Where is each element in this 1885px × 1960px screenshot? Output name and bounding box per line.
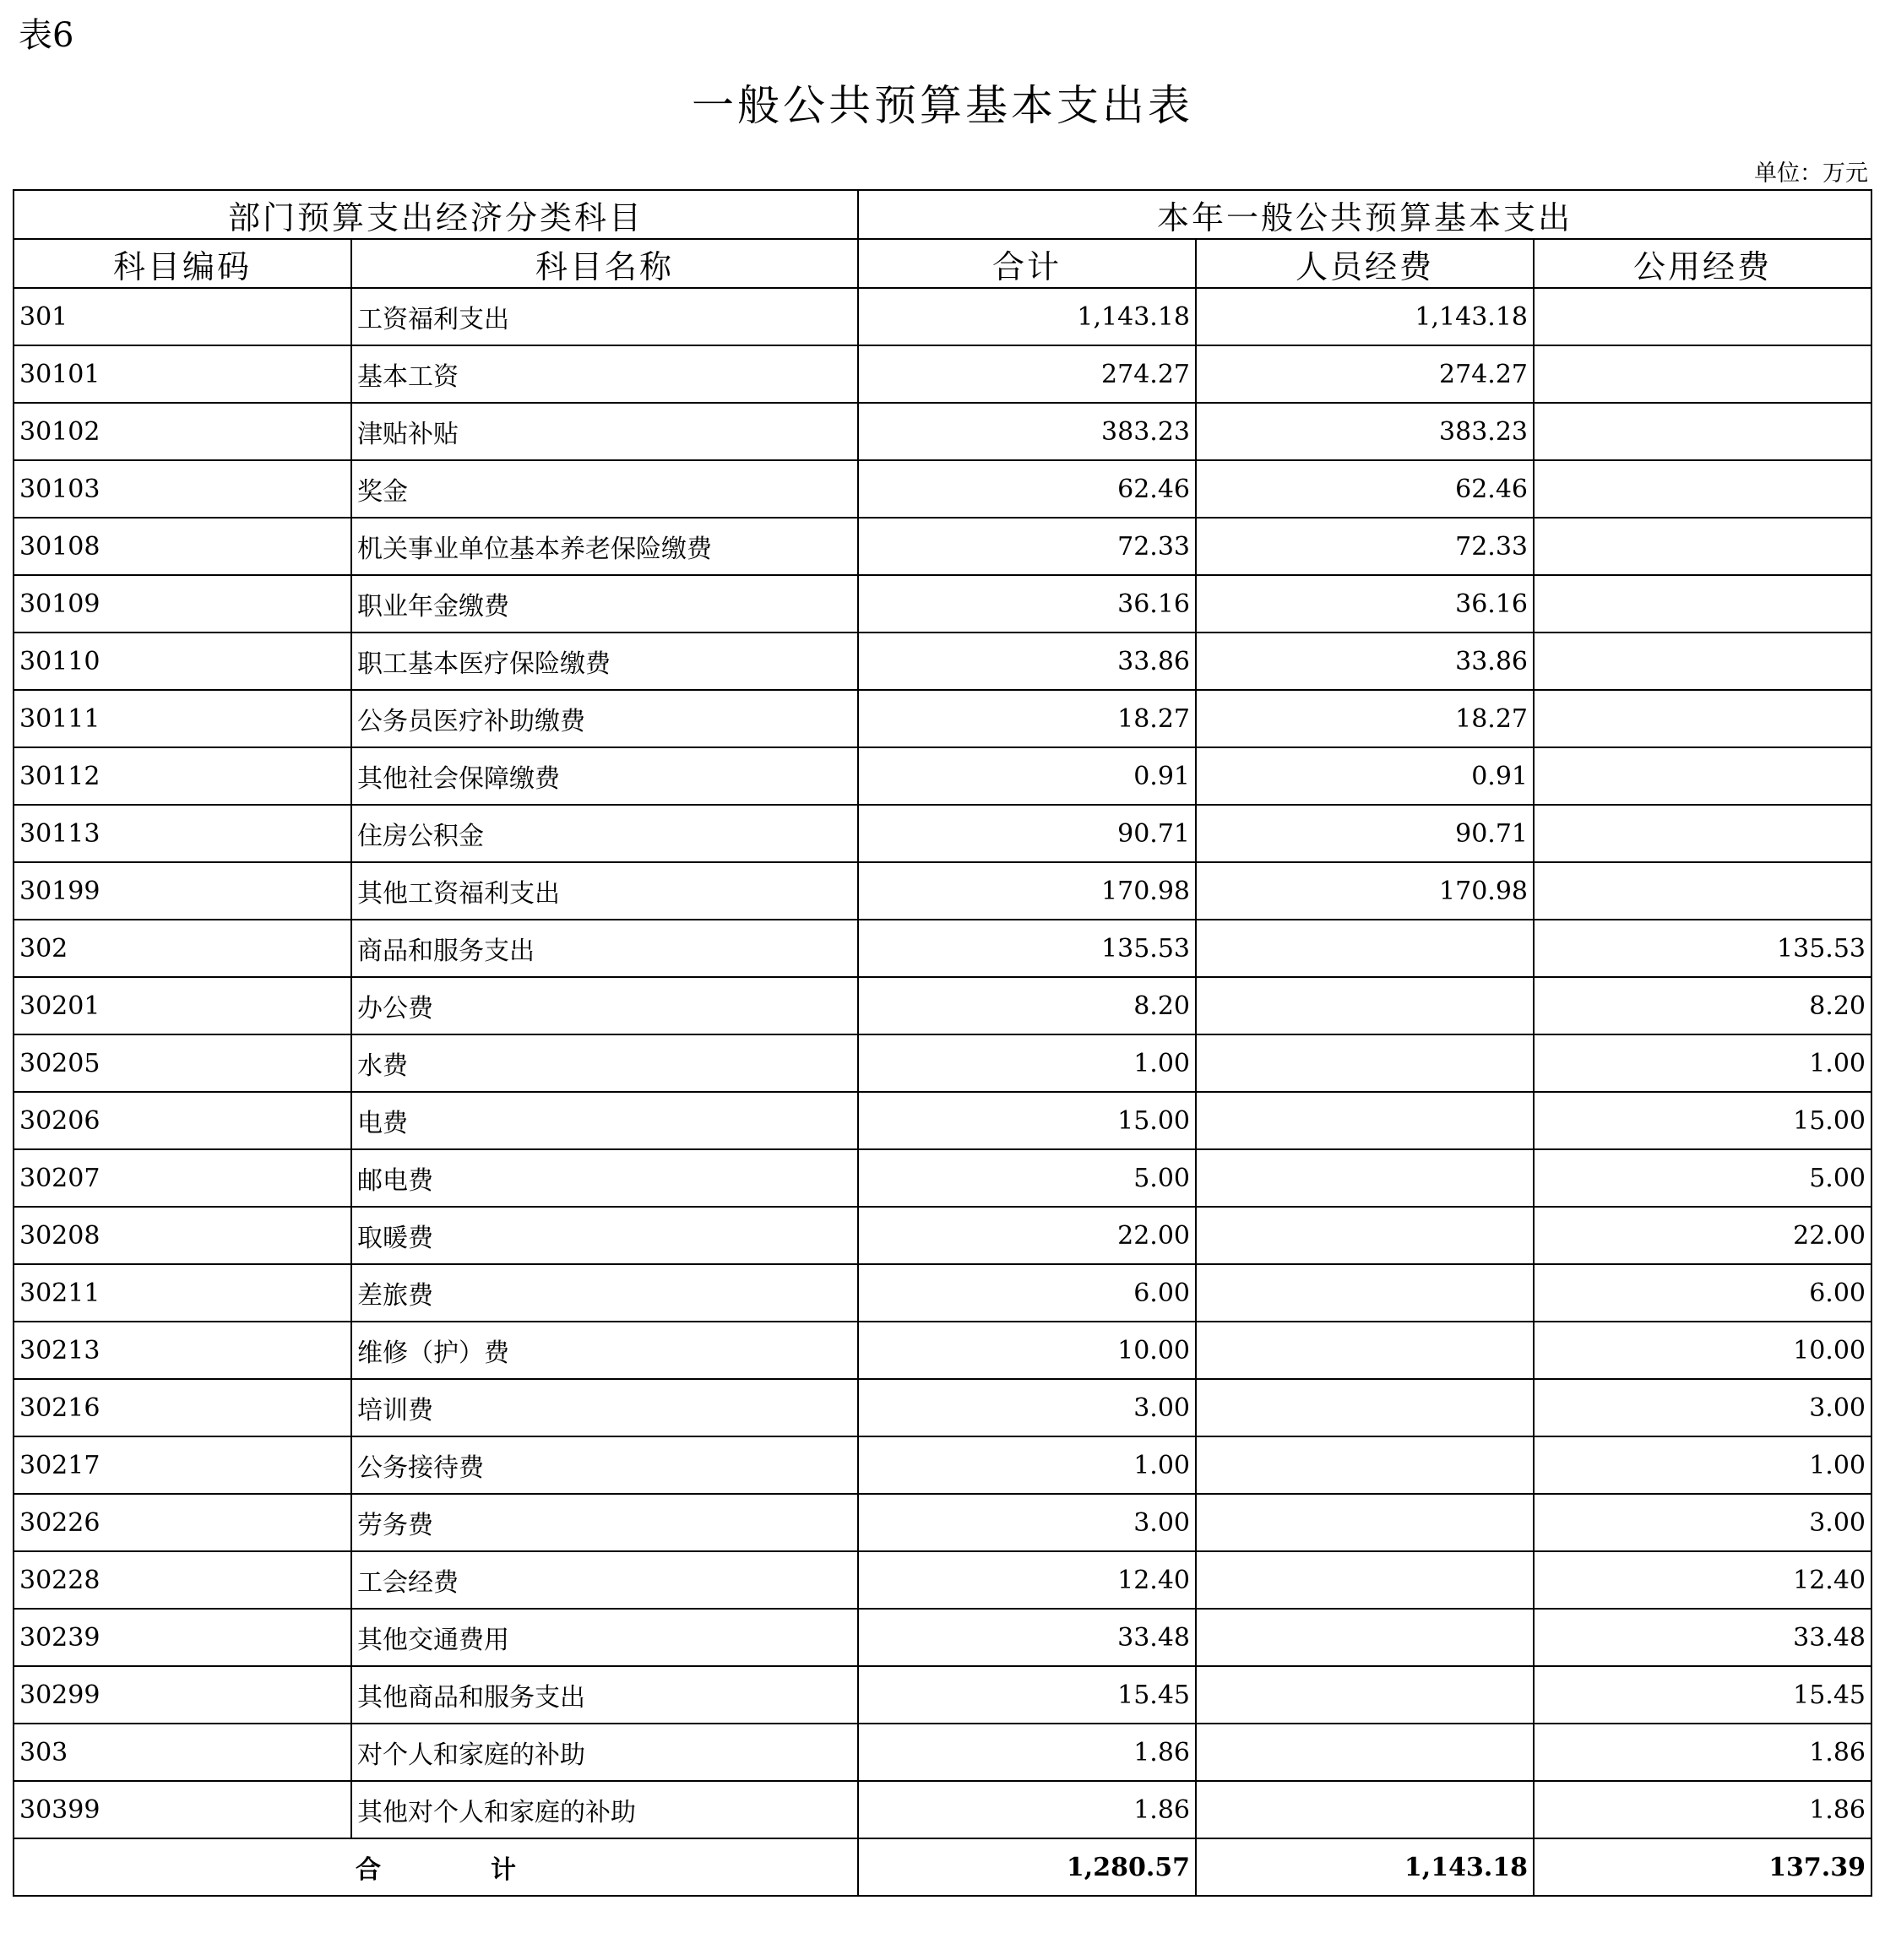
table-row	[14, 1207, 1871, 1264]
header-personnel: 人员经费	[1196, 239, 1534, 288]
table-row	[14, 345, 1871, 403]
header-column-row	[14, 239, 1871, 288]
cell-personnel: 383.23	[1196, 403, 1534, 460]
cell-total: 33.48	[858, 1609, 1196, 1666]
cell-total: 383.23	[858, 403, 1196, 460]
cell-name: 职工基本医疗保险缴费	[351, 633, 858, 690]
cell-personnel	[1196, 1436, 1534, 1494]
cell-personnel	[1196, 1494, 1534, 1551]
cell-public	[1534, 518, 1871, 575]
cell-total: 36.16	[858, 575, 1196, 633]
document-title: 一般公共预算基本支出表	[692, 81, 1193, 130]
cell-code: 30101	[14, 345, 351, 403]
cell-code: 30111	[14, 690, 351, 747]
cell-name: 取暖费	[351, 1207, 858, 1264]
cell-personnel	[1196, 1207, 1534, 1264]
cell-code: 30207	[14, 1149, 351, 1207]
cell-code: 30205	[14, 1034, 351, 1092]
cell-total: 5.00	[858, 1149, 1196, 1207]
cell-total: 33.86	[858, 633, 1196, 690]
cell-personnel	[1196, 1609, 1534, 1666]
cell-public: 5.00	[1534, 1149, 1871, 1207]
cell-total: 3.00	[858, 1379, 1196, 1436]
cell-name: 其他工资福利支出	[351, 862, 858, 920]
budget-table	[13, 189, 1872, 1897]
cell-code: 303	[14, 1724, 351, 1781]
table-row	[14, 690, 1871, 747]
cell-personnel	[1196, 1551, 1534, 1609]
cell-public	[1534, 575, 1871, 633]
cell-personnel: 274.27	[1196, 345, 1534, 403]
cell-public	[1534, 345, 1871, 403]
cell-total: 170.98	[858, 862, 1196, 920]
cell-name: 基本工资	[351, 345, 858, 403]
cell-code: 30213	[14, 1322, 351, 1379]
total-label	[14, 1838, 858, 1896]
header-total: 合计	[858, 239, 1196, 288]
cell-public: 1.86	[1534, 1724, 1871, 1781]
cell-name: 办公费	[351, 977, 858, 1034]
cell-total: 15.00	[858, 1092, 1196, 1149]
cell-total: 1.00	[858, 1436, 1196, 1494]
cell-public: 6.00	[1534, 1264, 1871, 1322]
cell-personnel	[1196, 1666, 1534, 1724]
cell-public	[1534, 805, 1871, 862]
table-row	[14, 805, 1871, 862]
cell-total: 1,143.18	[858, 288, 1196, 345]
cell-public: 33.48	[1534, 1609, 1871, 1666]
table-row	[14, 1379, 1871, 1436]
cell-personnel: 170.98	[1196, 862, 1534, 920]
cell-name: 公务员医疗补助缴费	[351, 690, 858, 747]
cell-name: 工资福利支出	[351, 288, 858, 345]
total-row	[14, 1838, 1871, 1896]
cell-total: 135.53	[858, 920, 1196, 977]
cell-name: 津贴补贴	[351, 403, 858, 460]
cell-personnel	[1196, 1322, 1534, 1379]
cell-total: 18.27	[858, 690, 1196, 747]
cell-total: 0.91	[858, 747, 1196, 805]
cell-name: 公务接待费	[351, 1436, 858, 1494]
cell-personnel	[1196, 1781, 1534, 1838]
cell-personnel: 1,143.18	[1196, 288, 1534, 345]
cell-name: 邮电费	[351, 1149, 858, 1207]
cell-personnel	[1196, 1092, 1534, 1149]
table-row	[14, 575, 1871, 633]
cell-total: 10.00	[858, 1322, 1196, 1379]
table-row	[14, 1092, 1871, 1149]
cell-code: 30226	[14, 1494, 351, 1551]
unit-label: 单位：万元	[1754, 160, 1868, 187]
cell-personnel: 62.46	[1196, 460, 1534, 518]
total-public: 137.39	[1534, 1838, 1871, 1896]
cell-code: 30103	[14, 460, 351, 518]
cell-public	[1534, 862, 1871, 920]
cell-name: 职业年金缴费	[351, 575, 858, 633]
table-row	[14, 977, 1871, 1034]
cell-personnel: 36.16	[1196, 575, 1534, 633]
table-row	[14, 1724, 1871, 1781]
cell-personnel	[1196, 977, 1534, 1034]
total-personnel: 1,143.18	[1196, 1838, 1534, 1896]
cell-total: 15.45	[858, 1666, 1196, 1724]
cell-personnel: 90.71	[1196, 805, 1534, 862]
cell-total: 90.71	[858, 805, 1196, 862]
cell-personnel: 72.33	[1196, 518, 1534, 575]
cell-code: 30109	[14, 575, 351, 633]
cell-code: 30217	[14, 1436, 351, 1494]
cell-personnel	[1196, 920, 1534, 977]
cell-public	[1534, 403, 1871, 460]
cell-total: 22.00	[858, 1207, 1196, 1264]
table-row	[14, 1034, 1871, 1092]
header-group-expenditure: 本年一般公共预算基本支出	[858, 190, 1871, 239]
cell-personnel: 33.86	[1196, 633, 1534, 690]
cell-public: 8.20	[1534, 977, 1871, 1034]
cell-name: 其他交通费用	[351, 1609, 858, 1666]
header-group-classification: 部门预算支出经济分类科目	[14, 190, 858, 239]
cell-code: 302	[14, 920, 351, 977]
cell-code: 30208	[14, 1207, 351, 1264]
table-row	[14, 1436, 1871, 1494]
cell-total: 3.00	[858, 1494, 1196, 1551]
cell-total: 62.46	[858, 460, 1196, 518]
cell-code: 30201	[14, 977, 351, 1034]
table-row	[14, 1609, 1871, 1666]
header-code: 科目编码	[14, 239, 351, 288]
cell-name: 其他社会保障缴费	[351, 747, 858, 805]
cell-code: 30102	[14, 403, 351, 460]
cell-public	[1534, 460, 1871, 518]
cell-personnel: 18.27	[1196, 690, 1534, 747]
cell-total: 72.33	[858, 518, 1196, 575]
cell-total: 6.00	[858, 1264, 1196, 1322]
cell-total: 8.20	[858, 977, 1196, 1034]
cell-total: 12.40	[858, 1551, 1196, 1609]
total-total: 1,280.57	[858, 1838, 1196, 1896]
table-row	[14, 1666, 1871, 1724]
cell-public: 1.00	[1534, 1034, 1871, 1092]
cell-name: 培训费	[351, 1379, 858, 1436]
cell-code: 30228	[14, 1551, 351, 1609]
cell-name: 机关事业单位基本养老保险缴费	[351, 518, 858, 575]
table-number-label: 表6	[19, 16, 74, 55]
table-row	[14, 403, 1871, 460]
cell-public: 1.00	[1534, 1436, 1871, 1494]
cell-name: 差旅费	[351, 1264, 858, 1322]
table-row	[14, 747, 1871, 805]
cell-code: 30239	[14, 1609, 351, 1666]
cell-public	[1534, 747, 1871, 805]
cell-total: 274.27	[858, 345, 1196, 403]
header-name: 科目名称	[351, 239, 858, 288]
table-row	[14, 920, 1871, 977]
cell-name: 水费	[351, 1034, 858, 1092]
table-row	[14, 862, 1871, 920]
cell-public: 12.40	[1534, 1551, 1871, 1609]
table-row	[14, 460, 1871, 518]
table-row	[14, 1149, 1871, 1207]
cell-public	[1534, 633, 1871, 690]
cell-code: 30112	[14, 747, 351, 805]
cell-total: 1.86	[858, 1724, 1196, 1781]
cell-code: 30399	[14, 1781, 351, 1838]
cell-name: 维修（护）费	[351, 1322, 858, 1379]
table-row	[14, 518, 1871, 575]
cell-code: 30113	[14, 805, 351, 862]
cell-code: 30216	[14, 1379, 351, 1436]
cell-name: 其他对个人和家庭的补助	[351, 1781, 858, 1838]
cell-total: 1.00	[858, 1034, 1196, 1092]
cell-code: 30108	[14, 518, 351, 575]
header-public: 公用经费	[1534, 239, 1871, 288]
cell-public	[1534, 288, 1871, 345]
cell-code: 30199	[14, 862, 351, 920]
cell-name: 对个人和家庭的补助	[351, 1724, 858, 1781]
table-row	[14, 633, 1871, 690]
cell-code: 30211	[14, 1264, 351, 1322]
cell-name: 住房公积金	[351, 805, 858, 862]
total-label-left: 合	[356, 1855, 381, 1885]
cell-public: 15.45	[1534, 1666, 1871, 1724]
cell-personnel: 0.91	[1196, 747, 1534, 805]
cell-code: 30206	[14, 1092, 351, 1149]
cell-public: 3.00	[1534, 1494, 1871, 1551]
cell-public: 3.00	[1534, 1379, 1871, 1436]
cell-public: 135.53	[1534, 920, 1871, 977]
cell-public: 22.00	[1534, 1207, 1871, 1264]
table-row	[14, 1781, 1871, 1838]
cell-code: 301	[14, 288, 351, 345]
table-row	[14, 1264, 1871, 1322]
cell-public: 15.00	[1534, 1092, 1871, 1149]
cell-name: 劳务费	[351, 1494, 858, 1551]
cell-personnel	[1196, 1264, 1534, 1322]
cell-total: 1.86	[858, 1781, 1196, 1838]
cell-public	[1534, 690, 1871, 747]
cell-personnel	[1196, 1724, 1534, 1781]
cell-personnel	[1196, 1149, 1534, 1207]
cell-personnel	[1196, 1379, 1534, 1436]
cell-name: 电费	[351, 1092, 858, 1149]
cell-code: 30299	[14, 1666, 351, 1724]
cell-name: 奖金	[351, 460, 858, 518]
cell-public: 1.86	[1534, 1781, 1871, 1838]
table-row	[14, 1551, 1871, 1609]
cell-public: 10.00	[1534, 1322, 1871, 1379]
table-row	[14, 288, 1871, 345]
table-row	[14, 1494, 1871, 1551]
cell-name: 其他商品和服务支出	[351, 1666, 858, 1724]
total-label-right: 计	[491, 1855, 516, 1885]
cell-name: 商品和服务支出	[351, 920, 858, 977]
header-group-row	[14, 190, 1871, 239]
cell-code: 30110	[14, 633, 351, 690]
table-row	[14, 1322, 1871, 1379]
cell-name: 工会经费	[351, 1551, 858, 1609]
cell-personnel	[1196, 1034, 1534, 1092]
